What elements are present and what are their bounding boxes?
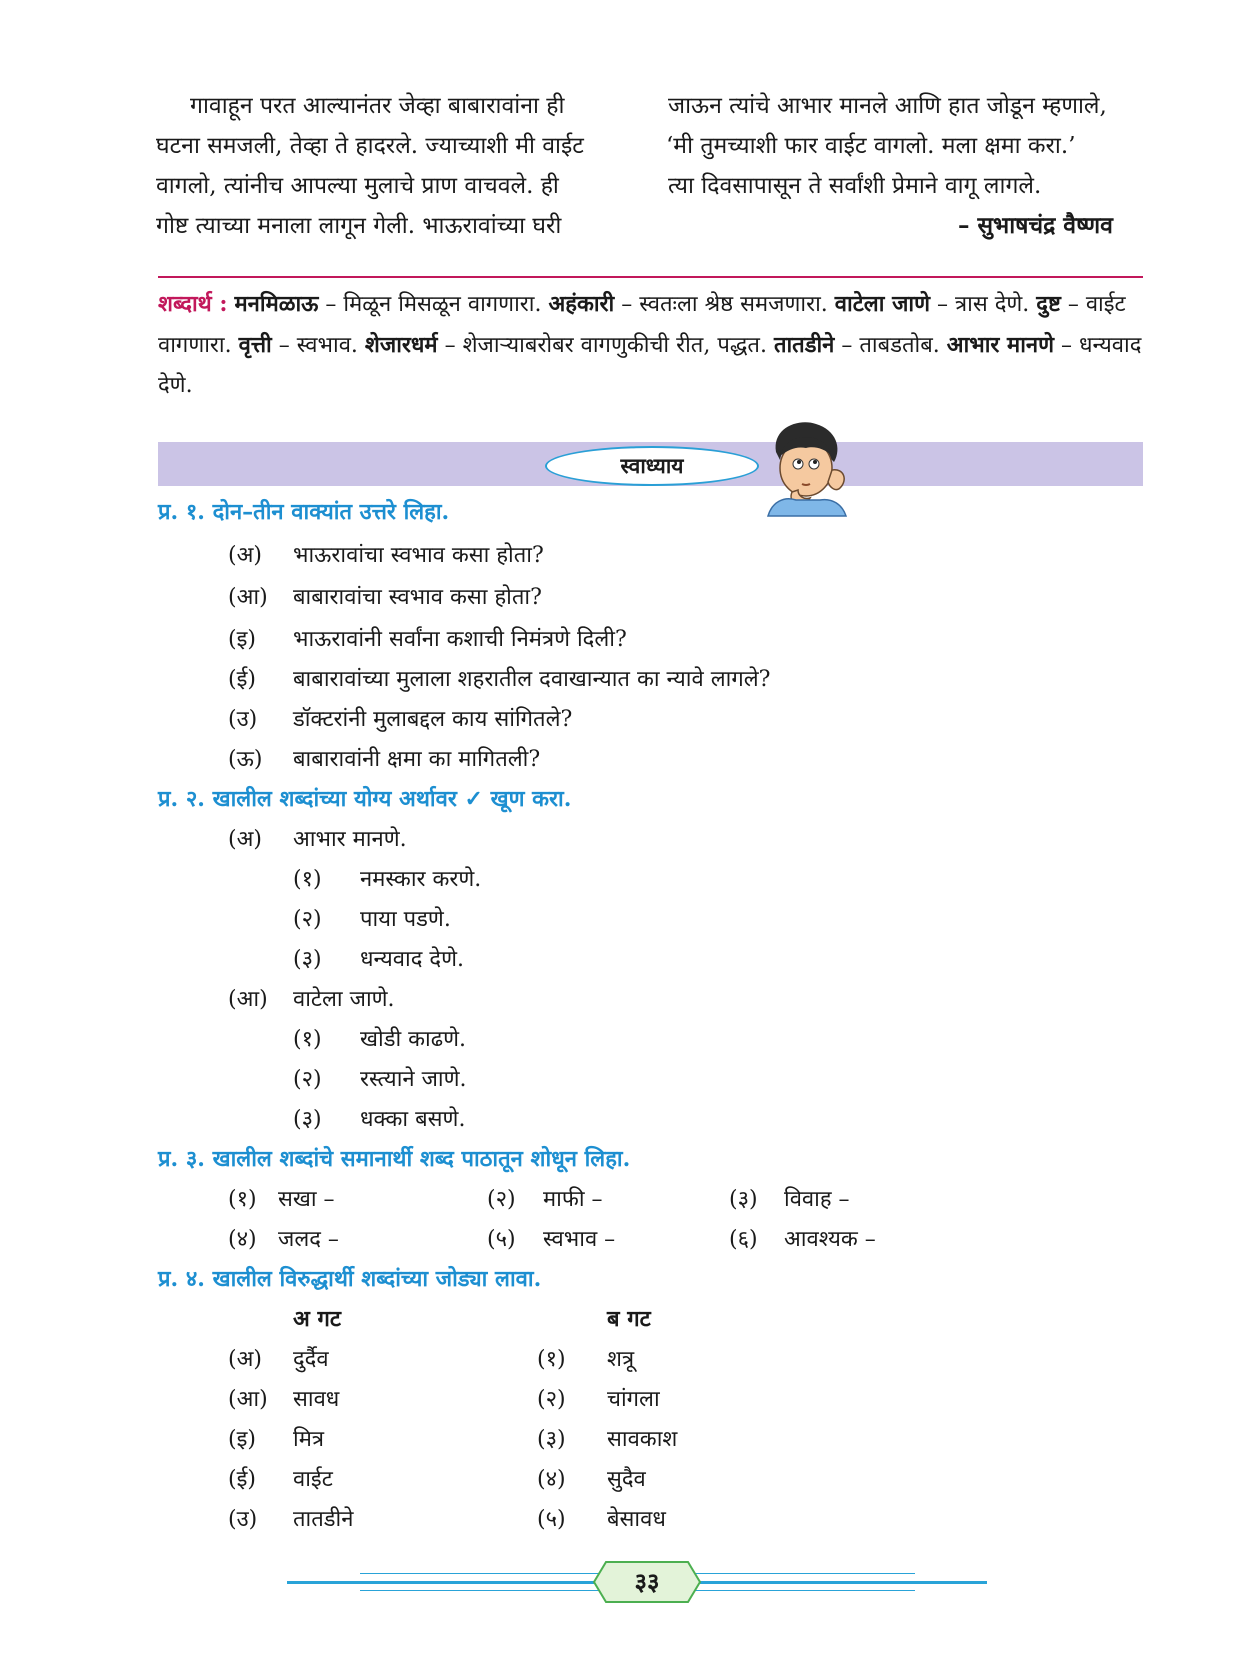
story-line: वागलो, त्यांनीच आपल्या मुलाचे प्राण वाचवले. ही	[156, 173, 559, 199]
story-author: – सुभाषचंद्र वैष्णव	[958, 212, 1113, 239]
glossary-term: आभार मानणे	[946, 332, 1055, 358]
q3-item-number: (६)	[729, 1227, 758, 1252]
q1-item-mark: (अ)	[228, 543, 262, 568]
q2-group-word: वाटेला जाणे.	[293, 987, 395, 1012]
q1-item-mark: (उ)	[228, 707, 258, 732]
q2-option-number: (२)	[293, 907, 322, 932]
q3-item-number: (५)	[487, 1227, 516, 1252]
q1-item-mark: (ई)	[228, 667, 256, 692]
glossary-term: तातडीने	[773, 332, 835, 358]
q4-a-word: सावध	[293, 1387, 340, 1412]
q1-item-mark: (आ)	[228, 585, 268, 610]
q3-item-text: सखा –	[278, 1187, 335, 1212]
q4-a-mark: (आ)	[228, 1387, 268, 1412]
q3-item-text: माफी –	[543, 1187, 603, 1212]
q1-item-mark: (ऊ)	[228, 747, 263, 772]
exercise-title: स्वाध्याय	[545, 446, 759, 486]
q1-item-text: भाऊरावांचा स्वभाव कसा होता?	[293, 543, 544, 568]
q2-option-text: धक्का बसणे.	[360, 1107, 466, 1132]
q4-b-word: बेसावध	[607, 1507, 666, 1532]
glossary-meaning: – वाईट वागणारा.	[158, 292, 1126, 358]
question-1-title: प्र. १. दोन–तीन वाक्यांत उत्तरे लिहा.	[158, 499, 450, 525]
story-line: जाऊन त्यांचे आभार मानले आणि हात जोडून म्हणाले,	[668, 93, 1107, 119]
q2-option-number: (१)	[293, 1027, 322, 1052]
q2-option-text: धन्यवाद देणे.	[360, 947, 464, 972]
story-line: गोष्ट त्याच्या मनाला लागून गेली. भाऊरावांच्या घरी	[156, 213, 562, 239]
glossary-meaning: – स्वतःला श्रेष्ठ समजणारा.	[614, 292, 835, 317]
question-3-title: प्र. ३. खालील शब्दांचे समानार्थी शब्द पाठातून शोधून लिहा.	[158, 1146, 631, 1172]
q4-a-mark: (इ)	[228, 1427, 256, 1452]
q4-b-mark: (२)	[537, 1387, 566, 1412]
q3-item-number: (४)	[228, 1227, 257, 1252]
q1-item-text: बाबारावांचा स्वभाव कसा होता?	[293, 585, 542, 610]
column-b-heading: ब गट	[607, 1306, 651, 1332]
q2-option-number: (१)	[293, 867, 322, 892]
q2-option-number: (३)	[293, 1107, 322, 1132]
q3-item-number: (२)	[487, 1187, 516, 1212]
q2-option-text: रस्त्याने जाणे.	[360, 1067, 467, 1092]
q4-a-word: मित्र	[293, 1427, 324, 1452]
glossary-meaning: – ताबडतोब.	[834, 333, 947, 358]
q2-option-number: (३)	[293, 947, 322, 972]
q1-item-text: बाबारावांनी क्षमा का मागितली?	[293, 747, 541, 772]
q4-a-word: वाईट	[293, 1467, 333, 1492]
q1-item-mark: (इ)	[228, 627, 256, 652]
question-4-title: प्र. ४. खालील विरुद्धार्थी शब्दांच्या जोड्या लावा.	[158, 1266, 542, 1292]
question-2-title: प्र. २. खालील शब्दांच्या योग्य अर्थावर ✓ खूण करा.	[158, 786, 572, 812]
q3-item-text: स्वभाव –	[543, 1227, 616, 1252]
glossary-term: वाटेला जाणे	[834, 291, 931, 317]
q1-item-text: डॉक्टरांनी मुलाबद्दल काय सांगितले?	[293, 707, 573, 732]
q4-b-mark: (३)	[537, 1427, 566, 1452]
glossary-meaning: – धन्यवाद देणे.	[158, 333, 1142, 398]
glossary-term: शेजारधर्म	[364, 332, 438, 358]
glossary-term: अहंकारी	[548, 291, 615, 317]
q4-a-mark: (ई)	[228, 1467, 256, 1492]
q2-option-text: पाया पडणे.	[360, 907, 451, 932]
q3-item-text: विवाह –	[784, 1187, 850, 1212]
q4-a-mark: (अ)	[228, 1347, 262, 1372]
glossary	[158, 284, 1148, 406]
q4-b-mark: (१)	[537, 1347, 566, 1372]
column-a-heading: अ गट	[293, 1306, 341, 1332]
glossary-term: वृत्ती	[238, 332, 272, 358]
q1-item-text: बाबारावांच्या मुलाला शहरातील दवाखान्यात का न्यावे लागले?	[293, 667, 771, 692]
q2-group-word: आभार मानणे.	[293, 827, 407, 852]
q4-a-word: तातडीने	[293, 1507, 354, 1532]
glossary-meaning: – त्रास देणे.	[930, 292, 1037, 317]
glossary-term: दुष्ट	[1036, 291, 1061, 317]
q3-item-text: जलद –	[278, 1227, 339, 1252]
q3-item-text: आवश्यक –	[784, 1227, 876, 1252]
glossary-meaning: – स्वभाव.	[271, 333, 365, 358]
glossary-term: मनमिळाऊ	[234, 291, 319, 317]
q2-group-mark: (अ)	[228, 827, 262, 852]
q4-b-word: सुदैव	[607, 1467, 646, 1492]
glossary-meaning: – मिळून मिसळून वागणारा.	[318, 292, 549, 317]
story-line: घटना समजली, तेव्हा ते हादरले. ज्याच्याशी मी वाईट	[156, 133, 584, 159]
q1-item-text: भाऊरावांनी सर्वांना कशाची निमंत्रणे दिली?	[293, 627, 627, 652]
story-line: गावाहून परत आल्यानंतर जेव्हा बाबारावांना ही	[190, 93, 565, 119]
glossary-meaning: – शेजाऱ्याबरोबर वागणुकीची रीत, पद्धत.	[437, 333, 774, 358]
q4-b-word: चांगला	[607, 1387, 660, 1412]
q4-a-mark: (उ)	[228, 1507, 258, 1532]
thinking-boy-icon	[758, 418, 850, 518]
q4-a-word: दुर्दैव	[293, 1347, 329, 1372]
q4-b-mark: (५)	[537, 1507, 566, 1532]
q4-b-word: शत्रू	[607, 1347, 635, 1372]
story-line: त्या दिवसापासून ते सर्वांशी प्रेमाने वागू लागले.	[668, 173, 1042, 199]
glossary-label: शब्दार्थ :	[158, 291, 228, 317]
q2-option-number: (२)	[293, 1067, 322, 1092]
story-line: ‘मी तुमच्याशी फार वाईट वागलो. मला क्षमा करा.’	[666, 133, 1076, 159]
page-number: ३३	[634, 1567, 660, 1596]
section-divider	[158, 276, 1143, 278]
q2-group-mark: (आ)	[228, 987, 268, 1012]
q2-option-text: खोडी काढणे.	[360, 1027, 467, 1052]
q4-b-word: सावकाश	[607, 1427, 678, 1452]
q2-option-text: नमस्कार करणे.	[360, 867, 482, 892]
q4-b-mark: (४)	[537, 1467, 566, 1492]
q3-item-number: (३)	[729, 1187, 758, 1212]
q3-item-number: (१)	[228, 1187, 257, 1212]
